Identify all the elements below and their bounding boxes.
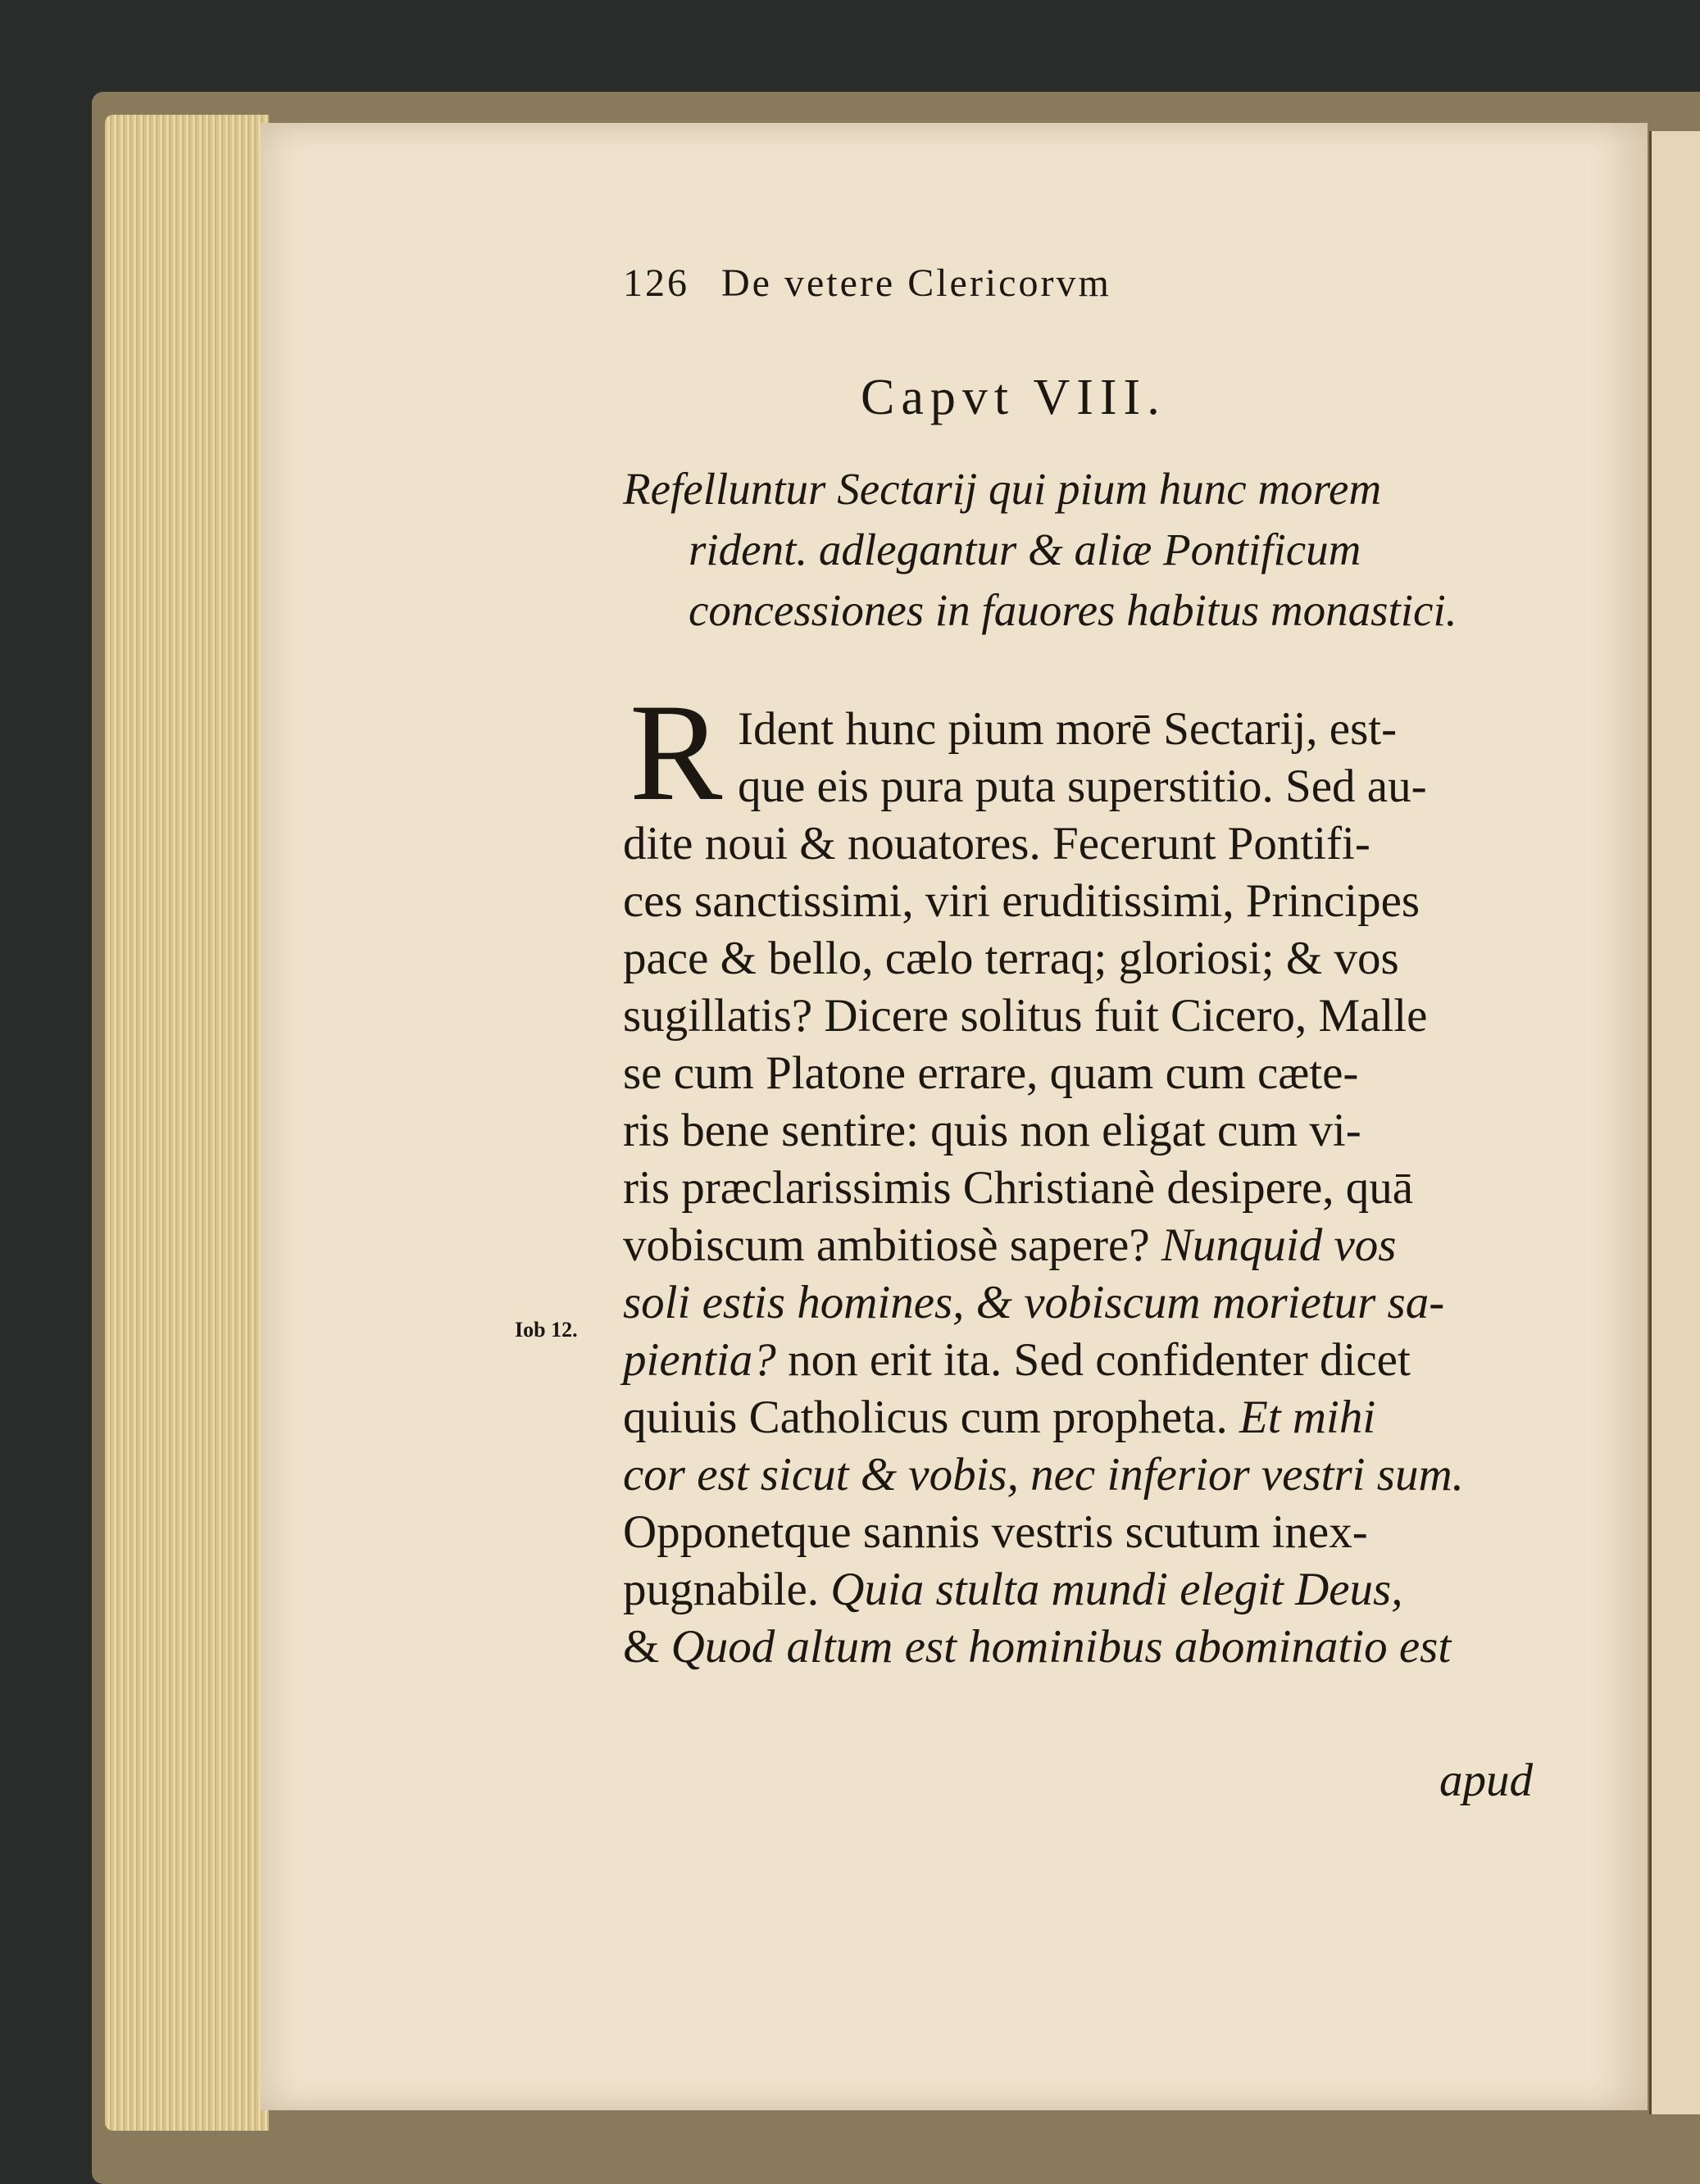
text-line: Ident hunc pium morē Sectarij, est- xyxy=(738,703,1398,755)
text-line: soli estis homines, & vobiscum morietur sa- xyxy=(623,1277,1445,1328)
body-text xyxy=(623,701,1533,1676)
text-line: cor est sicut & vobis, nec inferior vestri sum. xyxy=(623,1449,1464,1501)
text-line: pugnabile. Quia stulta mundi elegit Deus, xyxy=(623,1564,1403,1615)
page-edges xyxy=(105,115,269,2131)
text-line: se cum Platone errare, quam cum cæte- xyxy=(623,1047,1359,1099)
text-line: sugillatis? Dicere solitus fuit Cicero, Malle xyxy=(623,990,1428,1042)
running-title: De vetere Clericorvm xyxy=(721,261,1111,305)
facing-page-edge xyxy=(1649,131,1700,2114)
running-head xyxy=(623,261,1525,310)
text-line: pientia? non erit ita. Sed confidenter dicet xyxy=(623,1334,1411,1386)
drop-capital: R xyxy=(630,675,723,829)
text-line: & Quod altum est hominibus abominatio est xyxy=(623,1621,1452,1673)
text-line: ris bene sentire: quis non eligat cum vi- xyxy=(623,1105,1361,1156)
margin-note: Iob 12. xyxy=(515,1318,578,1342)
text-line: vobiscum ambitiosè sapere? Nunquid vos xyxy=(623,1219,1397,1271)
text-line: Opponetque sannis vestris scutum inex- xyxy=(623,1506,1368,1558)
chapter-title: Capvt VIII. xyxy=(861,370,1166,425)
text-line: pace & bello, cælo terraq; gloriosi; & vos xyxy=(623,933,1399,984)
chapter-summary xyxy=(623,459,1533,641)
text-line: dite noui & nouatores. Fecerunt Pontifi- xyxy=(623,818,1370,870)
summary-line: concessiones in fauores habitus monastici. xyxy=(689,585,1457,635)
page-number: 126 xyxy=(623,261,689,305)
text-line: ces sanctissimi, viri eruditissimi, Principes xyxy=(623,875,1420,927)
summary-line: rident. adlegantur & aliæ Pontificum xyxy=(689,524,1361,574)
summary-line: Refelluntur Sectarij qui pium hunc morem xyxy=(623,464,1382,514)
catchword: apud xyxy=(1439,1755,1533,1806)
text-line: quiuis Catholicus cum propheta. Et mihi xyxy=(623,1392,1376,1443)
text-line: ris præclarissimis Christianè desipere, quā xyxy=(623,1162,1414,1214)
text-line: que eis pura puta superstitio. Sed au- xyxy=(738,761,1427,812)
